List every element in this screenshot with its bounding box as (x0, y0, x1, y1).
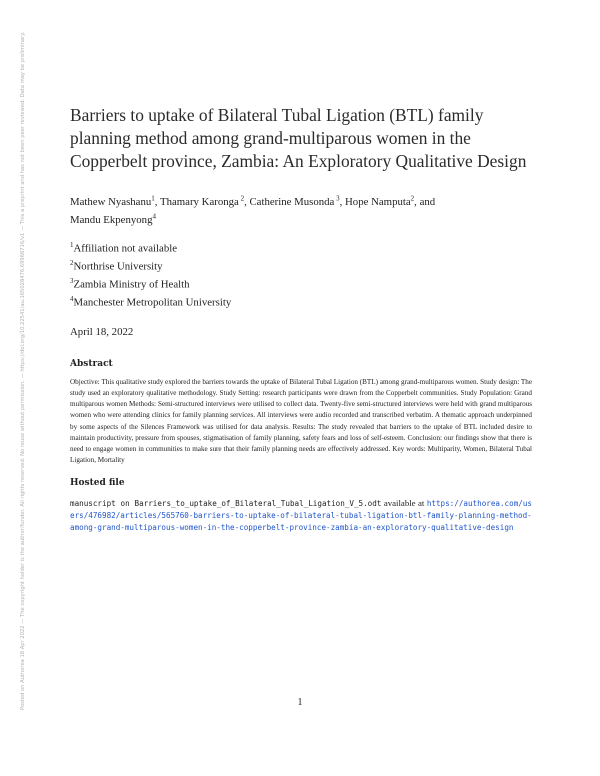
affiliation: $^2$Northrise University (70, 259, 163, 273)
abstract-text: Objective: This qualitative study explored the barriers towards the uptake of Bilateral Tubal Ligation (BTL) among grand-multiparous women. Study design: The study used an exploratory qualitative methodology. Study Setting: research participants were drawn from the Copperbelt communities. Study Population: Grand multiparous women Methods: Semi-structured interviews were utilised to collect data. Twenty-five semi-structured interviews were held with grand multiparous women who were attending clinics for family planning services. All interviews were audio recorded and transcribed verbatim. A thematic approach underpinned by some aspects of the Silences Framework was utilised for data analysis. Results: The study revealed that barriers to the uptake of BTL included desire to maintain productivity, pressure from spouses, stigmatisation of family planning, safety fears and loss of self-esteem. Conclusion: our findings show that there is need to engage women in communities to make sure that their family planning needs are effectively addressed. Key words: Multiparity, Women, Bilateral Tubal Ligation, Mortality (70, 378, 532, 464)
affiliation: $^4$Manchester Metropolitan University (70, 295, 232, 309)
affiliation: $^1$Affiliation not available (70, 241, 178, 255)
author: Hope Namputa$^2$, and (345, 194, 436, 208)
hosted-file-text: manuscript on Barriers_to_uptake_of_Bilateral_Tubal_Ligation_V_5.odt available at https://authorea.com/users/476982/articles/565760-barriers-to-uptake-of-bilateral-tubal-ligation-btl-family-planning-method-among-grand-multiparous-women-in-the-copperbelt-province-zambia-an-exploratory-qualitative-design (70, 497, 532, 533)
author-list (70, 191, 532, 228)
hosted-file-heading: Hosted file (70, 477, 125, 488)
author: Catherine Musonda $^3$, (249, 194, 345, 208)
author: Mathew Nyashanu$^1$, (70, 194, 160, 208)
abstract-heading: Abstract (70, 359, 113, 370)
paper-page (70, 104, 532, 534)
author: Mandu Ekpenyong$^4$ (70, 212, 156, 227)
affiliation: $^3$Zambia Ministry of Health (70, 277, 190, 291)
side-note-text: Posted on Authorea 18 Apr 2022 — The copyright holder is the author/funder. All rights reserved. No reuse without permission. — https://doi.org/10.22541/au.165028476.69966716/v1 — This a preprint and has not been peer reviewed. Data may be preliminary. (20, 31, 26, 710)
author: Thamary Karonga $^2$, (159, 194, 250, 208)
page-number: 1 (297, 697, 303, 708)
publication-date: April 18, 2022 (70, 326, 134, 339)
affiliation-list (70, 238, 532, 310)
side-margin-note (12, 31, 26, 710)
hosted-filename: Barriers_to_uptake_of_Bilateral_Tubal_Ligation_V_5.odt (134, 498, 382, 508)
paper-title: Barriers to uptake of Bilateral Tubal Ligation (BTL) family planning method among grand-multiparous women in the Copperbelt province, Zambia: An Exploratory Qualitative Design (70, 105, 527, 171)
hosted-file-link[interactable]: https://authorea.com/users/476982/articles/565760-barriers-to-uptake-of-bilateral-tubal-ligation-btl-family-planning-method-among-grand-multiparous-women-in-the-copperbelt-province-zambia-an-exploratory-qualitative-design (70, 498, 532, 533)
